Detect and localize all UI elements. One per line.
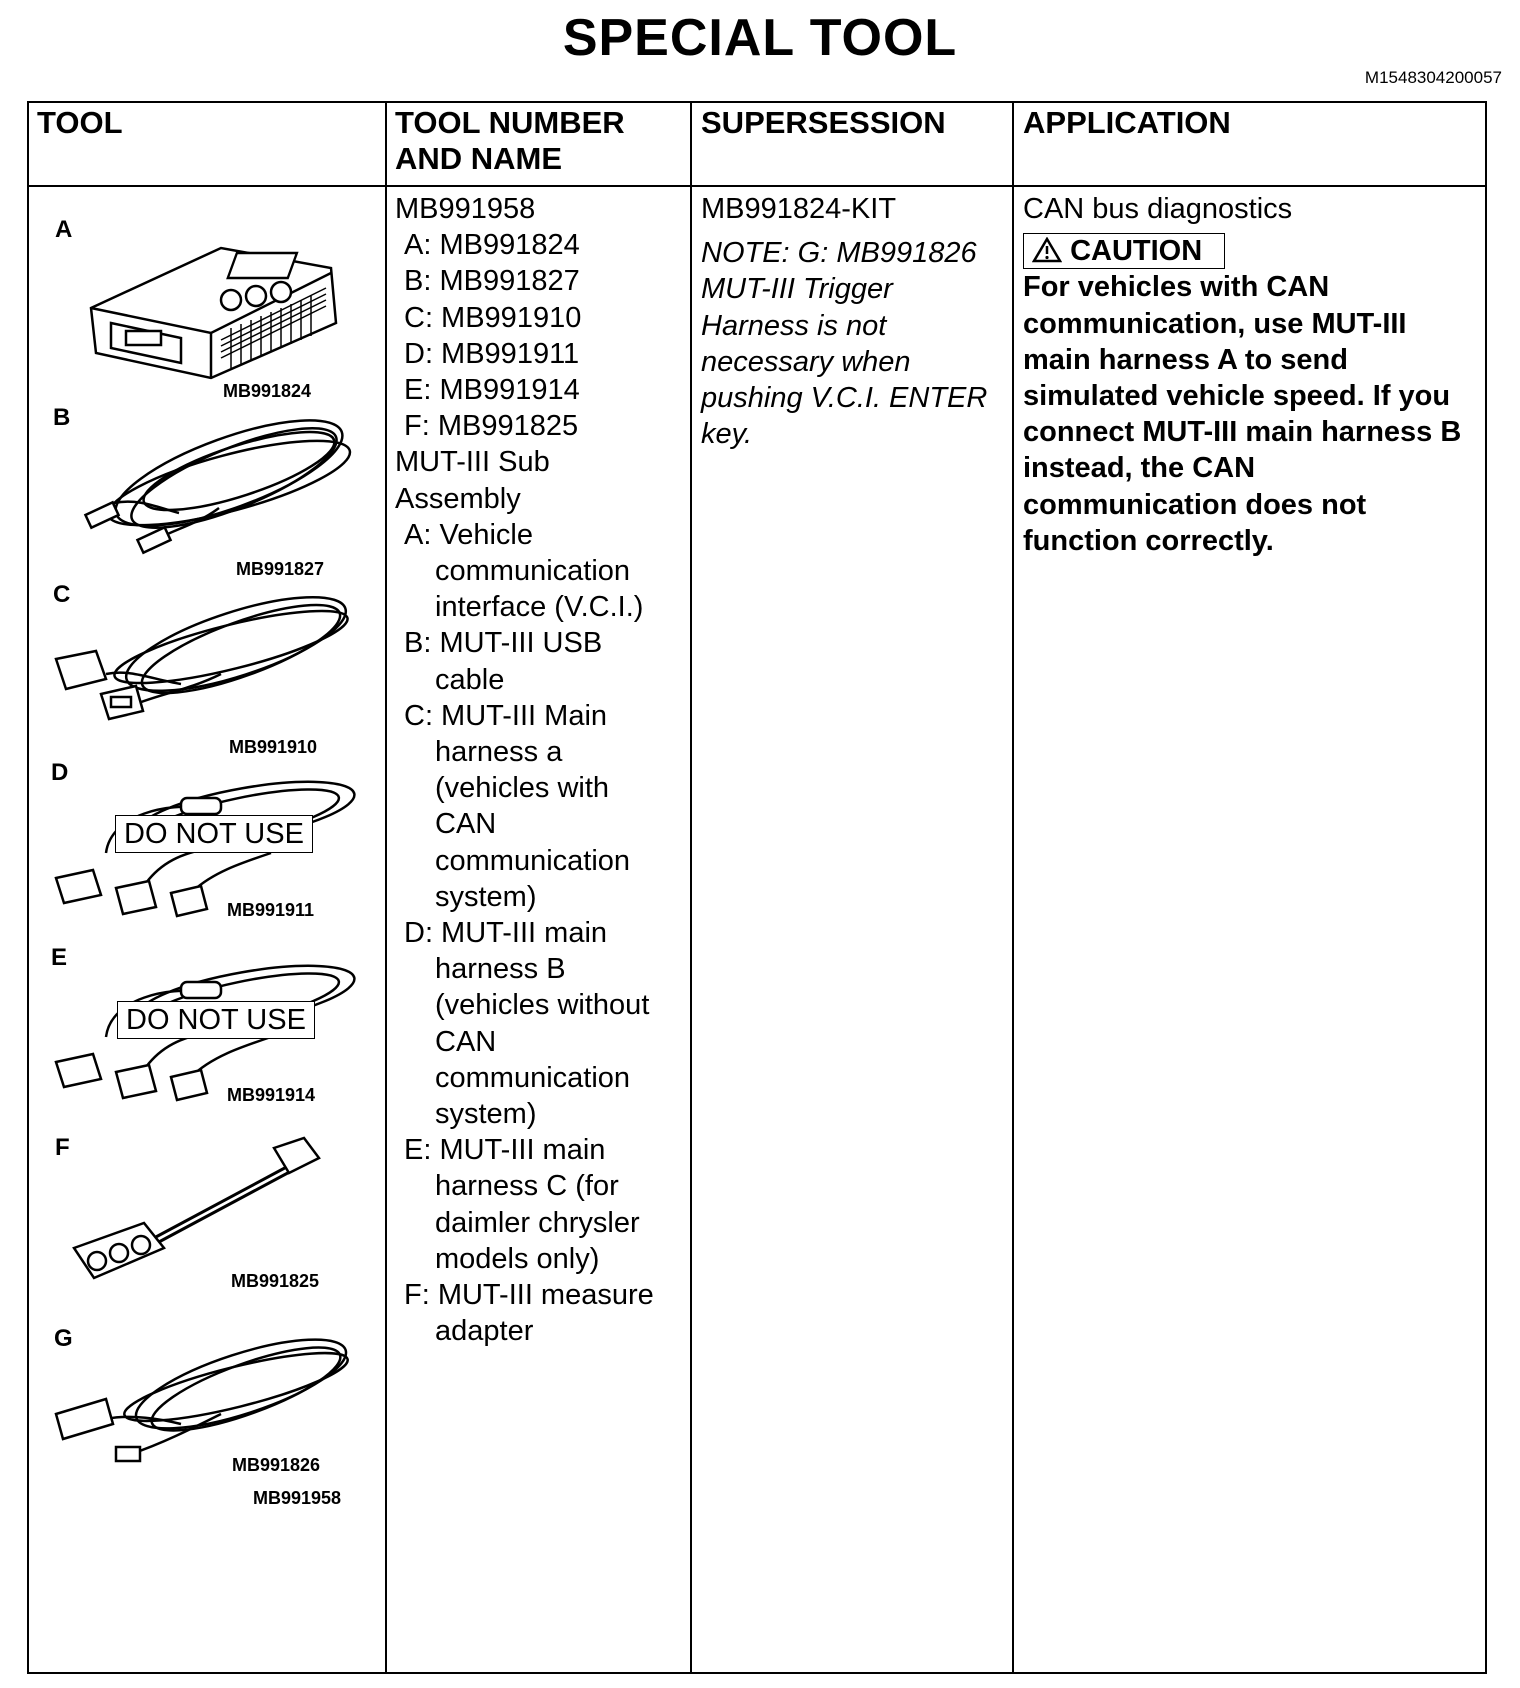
caution-label: CAUTION <box>1070 235 1203 268</box>
number-line: C: MUT-III Main <box>404 699 608 732</box>
tool-code-c: MB991910 <box>229 737 318 757</box>
number-line: communication <box>435 844 631 877</box>
number-line: A: MB991824 <box>404 229 580 262</box>
tool-code-e: MB991914 <box>227 1085 316 1105</box>
number-line: models only) <box>435 1242 600 1275</box>
number-line: D: MB991911 <box>404 337 580 370</box>
note-line: Harness is not <box>701 309 887 342</box>
note-line: necessary when <box>701 345 911 378</box>
header-supersession: SUPERSESSION <box>701 105 946 140</box>
tool-letter-e: E <box>51 944 68 971</box>
tool-letter-f: F <box>55 1134 70 1161</box>
tool-code-a: MB991824 <box>223 381 312 401</box>
tool-letter-d: D <box>51 759 69 786</box>
supersession-note <box>701 235 987 452</box>
caution-line: simulated vehicle speed. If you <box>1023 380 1451 413</box>
caution-line: main harness A to send <box>1023 343 1348 376</box>
note-line: MUT-III Trigger <box>701 273 893 306</box>
do-not-use-label-d: DO NOT USE <box>115 815 313 853</box>
special-tool-table <box>27 101 1487 1674</box>
caution-line: communication does not <box>1023 488 1367 521</box>
header-tool-number-line2: AND NAME <box>395 141 563 176</box>
tool-code-d: MB991911 <box>227 900 315 920</box>
number-line: Assembly <box>395 482 521 515</box>
document-id: M1548304200057 <box>1364 68 1502 87</box>
column-divider <box>1012 103 1014 1672</box>
number-line: (vehicles without <box>435 989 650 1022</box>
application-usage: CAN bus diagnostics <box>1023 193 1293 225</box>
column-divider <box>385 103 387 1672</box>
number-line: adapter <box>435 1315 534 1348</box>
number-line: communication <box>435 1061 631 1094</box>
header-tool: TOOL <box>37 105 123 140</box>
number-line: system) <box>435 880 537 913</box>
measure-adapter-illustration <box>69 1133 329 1293</box>
number-line: interface (V.C.I.) <box>435 591 644 624</box>
number-line: CAN <box>435 1025 497 1058</box>
tool-letter-c: C <box>53 581 71 608</box>
note-line: key. <box>701 418 753 451</box>
tool-letter-b: B <box>53 404 71 431</box>
number-line: cable <box>435 663 505 696</box>
caution-text <box>1023 269 1461 559</box>
do-not-use-label-e: DO NOT USE <box>117 1001 315 1039</box>
tool-number-column <box>395 191 654 1350</box>
number-line: harness C (for <box>435 1170 619 1203</box>
header-tool-number-line1: TOOL NUMBER <box>395 105 625 140</box>
number-line: C: MB991910 <box>404 301 582 334</box>
number-line: CAN <box>435 808 497 841</box>
number-line: system) <box>435 1098 537 1131</box>
column-divider <box>690 103 692 1672</box>
vci-device-illustration <box>81 228 349 388</box>
number-line: harness a <box>435 736 563 769</box>
kit-code: MB991958 <box>253 1488 342 1508</box>
number-line: B: MB991827 <box>404 265 580 298</box>
number-line: F: MUT-III measure <box>404 1279 654 1312</box>
header-tool-number <box>395 105 625 177</box>
number-line: D: MUT-III main <box>404 917 608 950</box>
tool-letter-a: A <box>55 216 73 243</box>
caution-line: instead, the CAN <box>1023 452 1256 485</box>
supersession-code: MB991824-KIT <box>701 193 897 225</box>
number-line: E: MUT-III main <box>404 1134 606 1167</box>
header-application: APPLICATION <box>1023 105 1231 140</box>
note-line: pushing V.C.I. ENTER <box>701 382 988 415</box>
caution-line: function correctly. <box>1023 524 1274 557</box>
caution-line: connect MUT-III main harness B <box>1023 416 1462 449</box>
caution-line: For vehicles with CAN <box>1023 271 1330 304</box>
caution-line: communication, use MUT-III <box>1023 307 1407 340</box>
application-column <box>1023 191 1461 559</box>
number-line: (vehicles with <box>435 772 610 805</box>
usb-cable-illustration <box>59 403 359 563</box>
main-harness-a-illustration <box>51 589 361 729</box>
caution-badge <box>1023 233 1225 269</box>
number-line: E: MB991914 <box>404 374 580 407</box>
number-line: F: MB991825 <box>404 410 579 443</box>
number-line: A: Vehicle <box>404 518 533 551</box>
tool-code-b: MB991827 <box>236 559 325 579</box>
supersession-column <box>701 191 987 452</box>
tool-code-f: MB991825 <box>231 1271 320 1291</box>
number-line: MUT-III Sub <box>395 446 550 479</box>
number-line: communication <box>435 555 631 588</box>
number-line: B: MUT-III USB <box>404 627 603 660</box>
warning-triangle-icon <box>1032 237 1062 263</box>
header-divider <box>29 185 1485 187</box>
number-line: harness B <box>435 953 566 986</box>
note-line: NOTE: G: MB991826 <box>701 237 977 270</box>
page-title: SPECIAL TOOL <box>562 9 958 67</box>
tool-letter-g: G <box>54 1325 73 1352</box>
tool-code-g: MB991826 <box>232 1455 321 1475</box>
number-line: MB991958 <box>395 193 536 225</box>
number-line: daimler chrysler <box>435 1206 640 1239</box>
